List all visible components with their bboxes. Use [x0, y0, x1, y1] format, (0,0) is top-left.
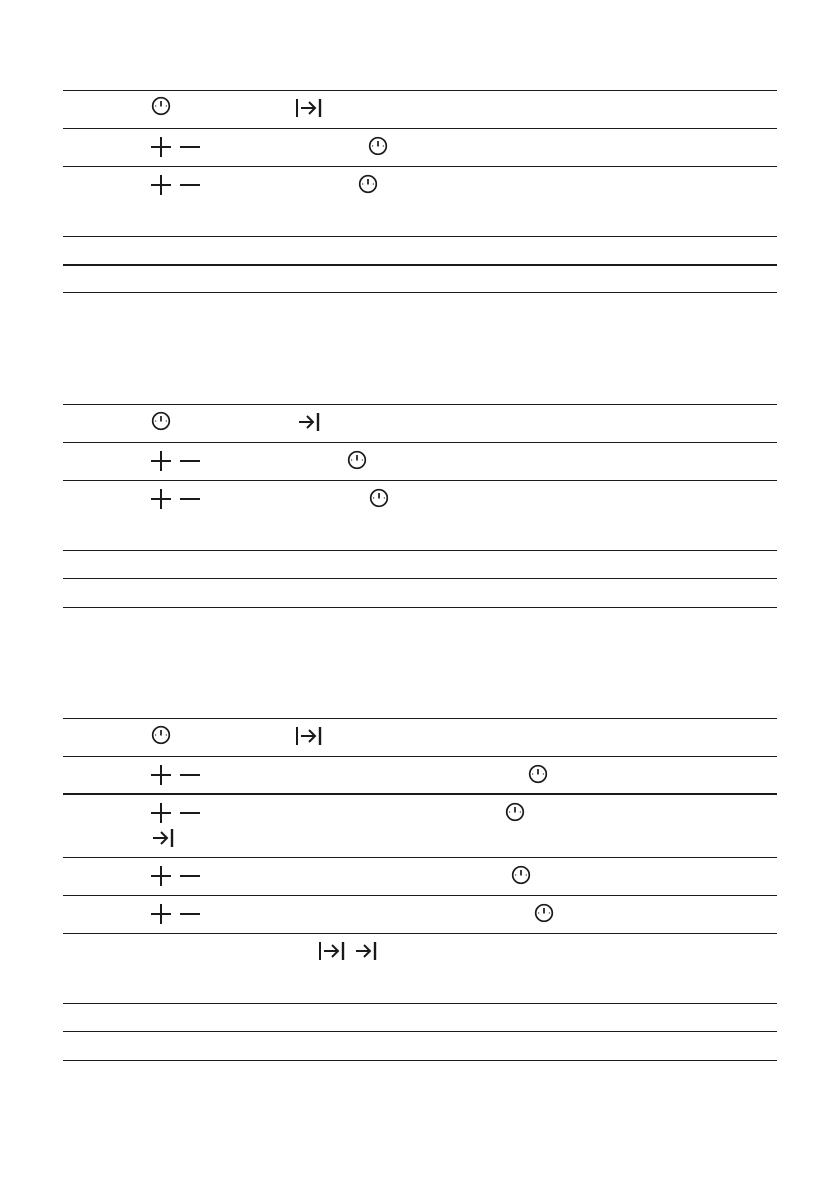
row-divider — [63, 793, 777, 795]
row-divider — [63, 404, 777, 405]
row-divider — [63, 292, 777, 293]
minus-icon — [179, 136, 201, 158]
clock-icon — [151, 96, 171, 116]
row-divider — [63, 128, 777, 129]
plus-icon — [150, 450, 172, 472]
row-divider — [63, 90, 777, 91]
row-divider — [63, 480, 777, 481]
row-divider — [63, 1060, 777, 1061]
minus-icon — [179, 865, 201, 887]
plus-icon — [150, 764, 172, 786]
row-divider — [63, 264, 777, 266]
arrow-to-bar-icon — [152, 828, 174, 848]
minus-icon — [179, 802, 201, 824]
minus-icon — [179, 903, 201, 925]
plus-icon — [150, 903, 172, 925]
skip-end-icon — [318, 941, 346, 961]
row-divider — [63, 857, 777, 858]
clock-icon — [347, 450, 367, 470]
plus-icon — [150, 802, 172, 824]
clock-icon — [151, 411, 171, 431]
arrow-to-bar-icon — [355, 941, 377, 961]
skip-end-icon — [295, 726, 323, 746]
skip-end-icon — [295, 98, 323, 118]
row-divider — [63, 933, 777, 934]
clock-icon — [151, 725, 171, 745]
row-divider — [63, 578, 777, 579]
row-divider — [63, 166, 777, 167]
clock-icon — [369, 488, 389, 508]
clock-icon — [505, 802, 525, 822]
minus-icon — [179, 764, 201, 786]
clock-icon — [534, 903, 554, 923]
row-divider — [63, 895, 777, 896]
row-divider — [63, 1031, 777, 1032]
row-divider — [63, 718, 777, 719]
clock-icon — [511, 865, 531, 885]
plus-icon — [150, 488, 172, 510]
row-divider — [63, 756, 777, 757]
row-divider — [63, 236, 777, 237]
plus-icon — [150, 136, 172, 158]
plus-icon — [150, 174, 172, 196]
plus-icon — [150, 865, 172, 887]
clock-icon — [358, 174, 378, 194]
minus-icon — [179, 488, 201, 510]
row-divider — [63, 550, 777, 551]
minus-icon — [179, 450, 201, 472]
row-divider — [63, 442, 777, 443]
row-divider — [63, 1003, 777, 1004]
arrow-to-bar-icon — [298, 412, 320, 432]
minus-icon — [179, 174, 201, 196]
clock-icon — [528, 764, 548, 784]
clock-icon — [368, 136, 388, 156]
row-divider — [63, 607, 777, 608]
